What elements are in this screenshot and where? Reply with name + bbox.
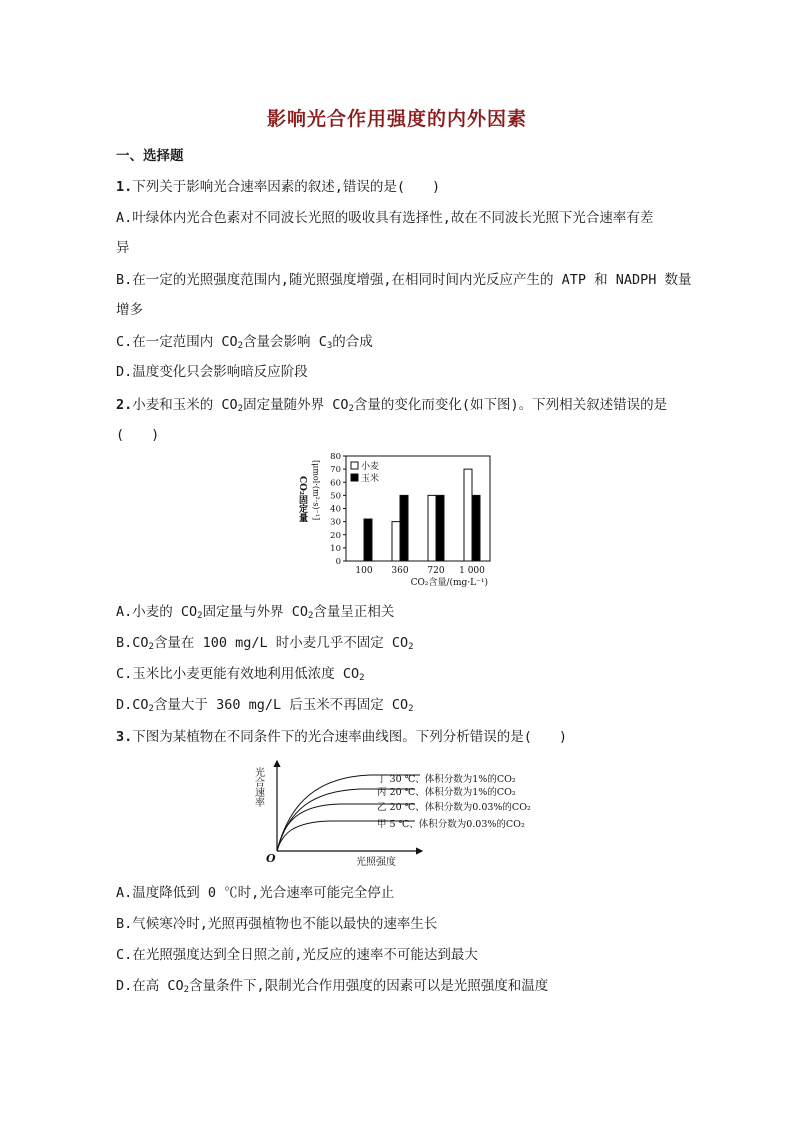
q2-option-c: C.玉米比小麦更能有效地利用低浓度 $CO_2$ bbox=[116, 666, 365, 683]
origin-label: O bbox=[266, 852, 276, 865]
curve-label-bing: 丙 20 ℃、体积分数为1%的CO₂ bbox=[377, 787, 516, 798]
q1-option-b-line2: 增多 bbox=[116, 302, 143, 318]
question-1-text: 下列关于影响光合速率因素的叙述,错误的是( ) bbox=[132, 179, 441, 195]
question-1-number: 1. bbox=[116, 179, 133, 195]
legend-swatch-玉米 bbox=[351, 474, 358, 481]
x-axis-label: 光照强度 bbox=[356, 857, 396, 868]
q3-option-c: C.在光照强度达到全日照之前,光反应的速率不可能达到最大 bbox=[116, 947, 478, 963]
q2-option-d: $D.CO_2$含量大于 360 mg/L 后玉米不再固定 $CO_2$ bbox=[116, 697, 414, 714]
x-tick-label: 720 bbox=[427, 566, 445, 576]
y-tick-label: 60 bbox=[330, 478, 341, 489]
bar-玉米 bbox=[436, 495, 444, 561]
y-tick-label: 10 bbox=[330, 543, 341, 554]
q1-option-a-line1: A.叶绿体内光合色素对不同波长光照的吸收具有选择性,故在不同波长光照下光合速率有差 bbox=[116, 210, 654, 226]
q3-option-a: A.温度降低到 0 ℃时,光合速率可能完全停止 bbox=[116, 885, 395, 901]
bar-玉米 bbox=[400, 495, 408, 561]
q3-option-b: B.气候寒冷时,光照再强植物也不能以最快的速率生长 bbox=[116, 916, 438, 932]
y-tick-label: 80 bbox=[330, 452, 341, 462]
y-tick-label: 0 bbox=[335, 557, 341, 567]
question-2-paren: ( ) bbox=[116, 427, 160, 443]
y-axis-title-line2: [μmol·(m²·s)⁻¹] bbox=[311, 460, 321, 521]
y-tick-label: 40 bbox=[330, 504, 341, 515]
bar-小麦 bbox=[464, 469, 472, 561]
q1-option-c: C.在一定范围内 $CO_2$含量会影响 $C_3$的合成 bbox=[116, 334, 373, 351]
co2-fixation-bar-chart bbox=[290, 448, 510, 590]
question-2-number: 2. bbox=[116, 397, 133, 413]
curve-label-ding: 丁 30 ℃、体积分数为1%的CO₂ bbox=[377, 774, 516, 785]
bar-小麦 bbox=[428, 495, 436, 561]
q3-option-d: D.在高 $CO_2$含量条件下,限制光合作用强度的因素可以是光照强度和温度 bbox=[116, 978, 549, 995]
x-tick-label: 100 bbox=[355, 566, 373, 576]
bar-玉米 bbox=[364, 519, 372, 561]
bar-小麦 bbox=[392, 522, 400, 561]
question-2-stem: 2.小麦和玉米的 $CO_2$固定量随外界 $CO_2$含量的变化而变化(如下图)。下列相关叙述错误的是 bbox=[116, 397, 668, 414]
bar-玉米 bbox=[472, 495, 480, 561]
y-tick-label: 20 bbox=[330, 530, 341, 541]
x-axis-title: CO₂含量/(mg·L⁻¹) bbox=[410, 578, 488, 588]
q2-option-b: $B.CO_2$含量在 100 mg/L 时小麦几乎不固定 $CO_2$ bbox=[116, 635, 414, 652]
q1-option-a-line2: 异 bbox=[116, 240, 130, 256]
y-tick-label: 50 bbox=[330, 491, 341, 502]
curve-label-jia: 甲 5 ℃、体积分数为0.03%的CO₂ bbox=[377, 819, 525, 830]
page-title: 影响光合作用强度的内外因素 bbox=[266, 108, 527, 130]
curve-label-yi: 乙 20 ℃、体积分数为0.03%的CO₂ bbox=[377, 802, 531, 813]
q1-option-b-line1: B.在一定的光照强度范围内,随光照强度增强,在相同时间内光反应产生的 ATP 和 NADPH 数量 bbox=[116, 272, 692, 288]
legend-label-玉米: 玉米 bbox=[361, 474, 380, 484]
y-axis-label: 光合速率 bbox=[252, 767, 264, 807]
y-tick-label: 30 bbox=[330, 517, 341, 528]
x-tick-label: 1 000 bbox=[459, 566, 485, 576]
q2-option-a: A.小麦的 $CO_2$固定量与外界 $CO_2$含量呈正相关 bbox=[116, 604, 395, 621]
y-axis-title-line1: CO₂固定量 bbox=[297, 476, 307, 522]
legend-label-小麦: 小麦 bbox=[361, 462, 380, 472]
photosynthesis-curve-chart bbox=[250, 755, 550, 873]
q1-option-d: D.温度变化只会影响暗反应阶段 bbox=[116, 364, 308, 380]
question-3-number: 3. bbox=[116, 729, 133, 745]
question-1-stem bbox=[116, 177, 686, 197]
x-tick-label: 360 bbox=[391, 566, 409, 576]
question-3-stem: 3.下图为某植物在不同条件下的光合速率曲线图。下列分析错误的是( ) bbox=[116, 729, 568, 745]
y-tick-label: 70 bbox=[330, 465, 341, 476]
section-heading: 一、选择题 bbox=[116, 148, 184, 164]
legend-swatch-小麦 bbox=[351, 462, 358, 469]
